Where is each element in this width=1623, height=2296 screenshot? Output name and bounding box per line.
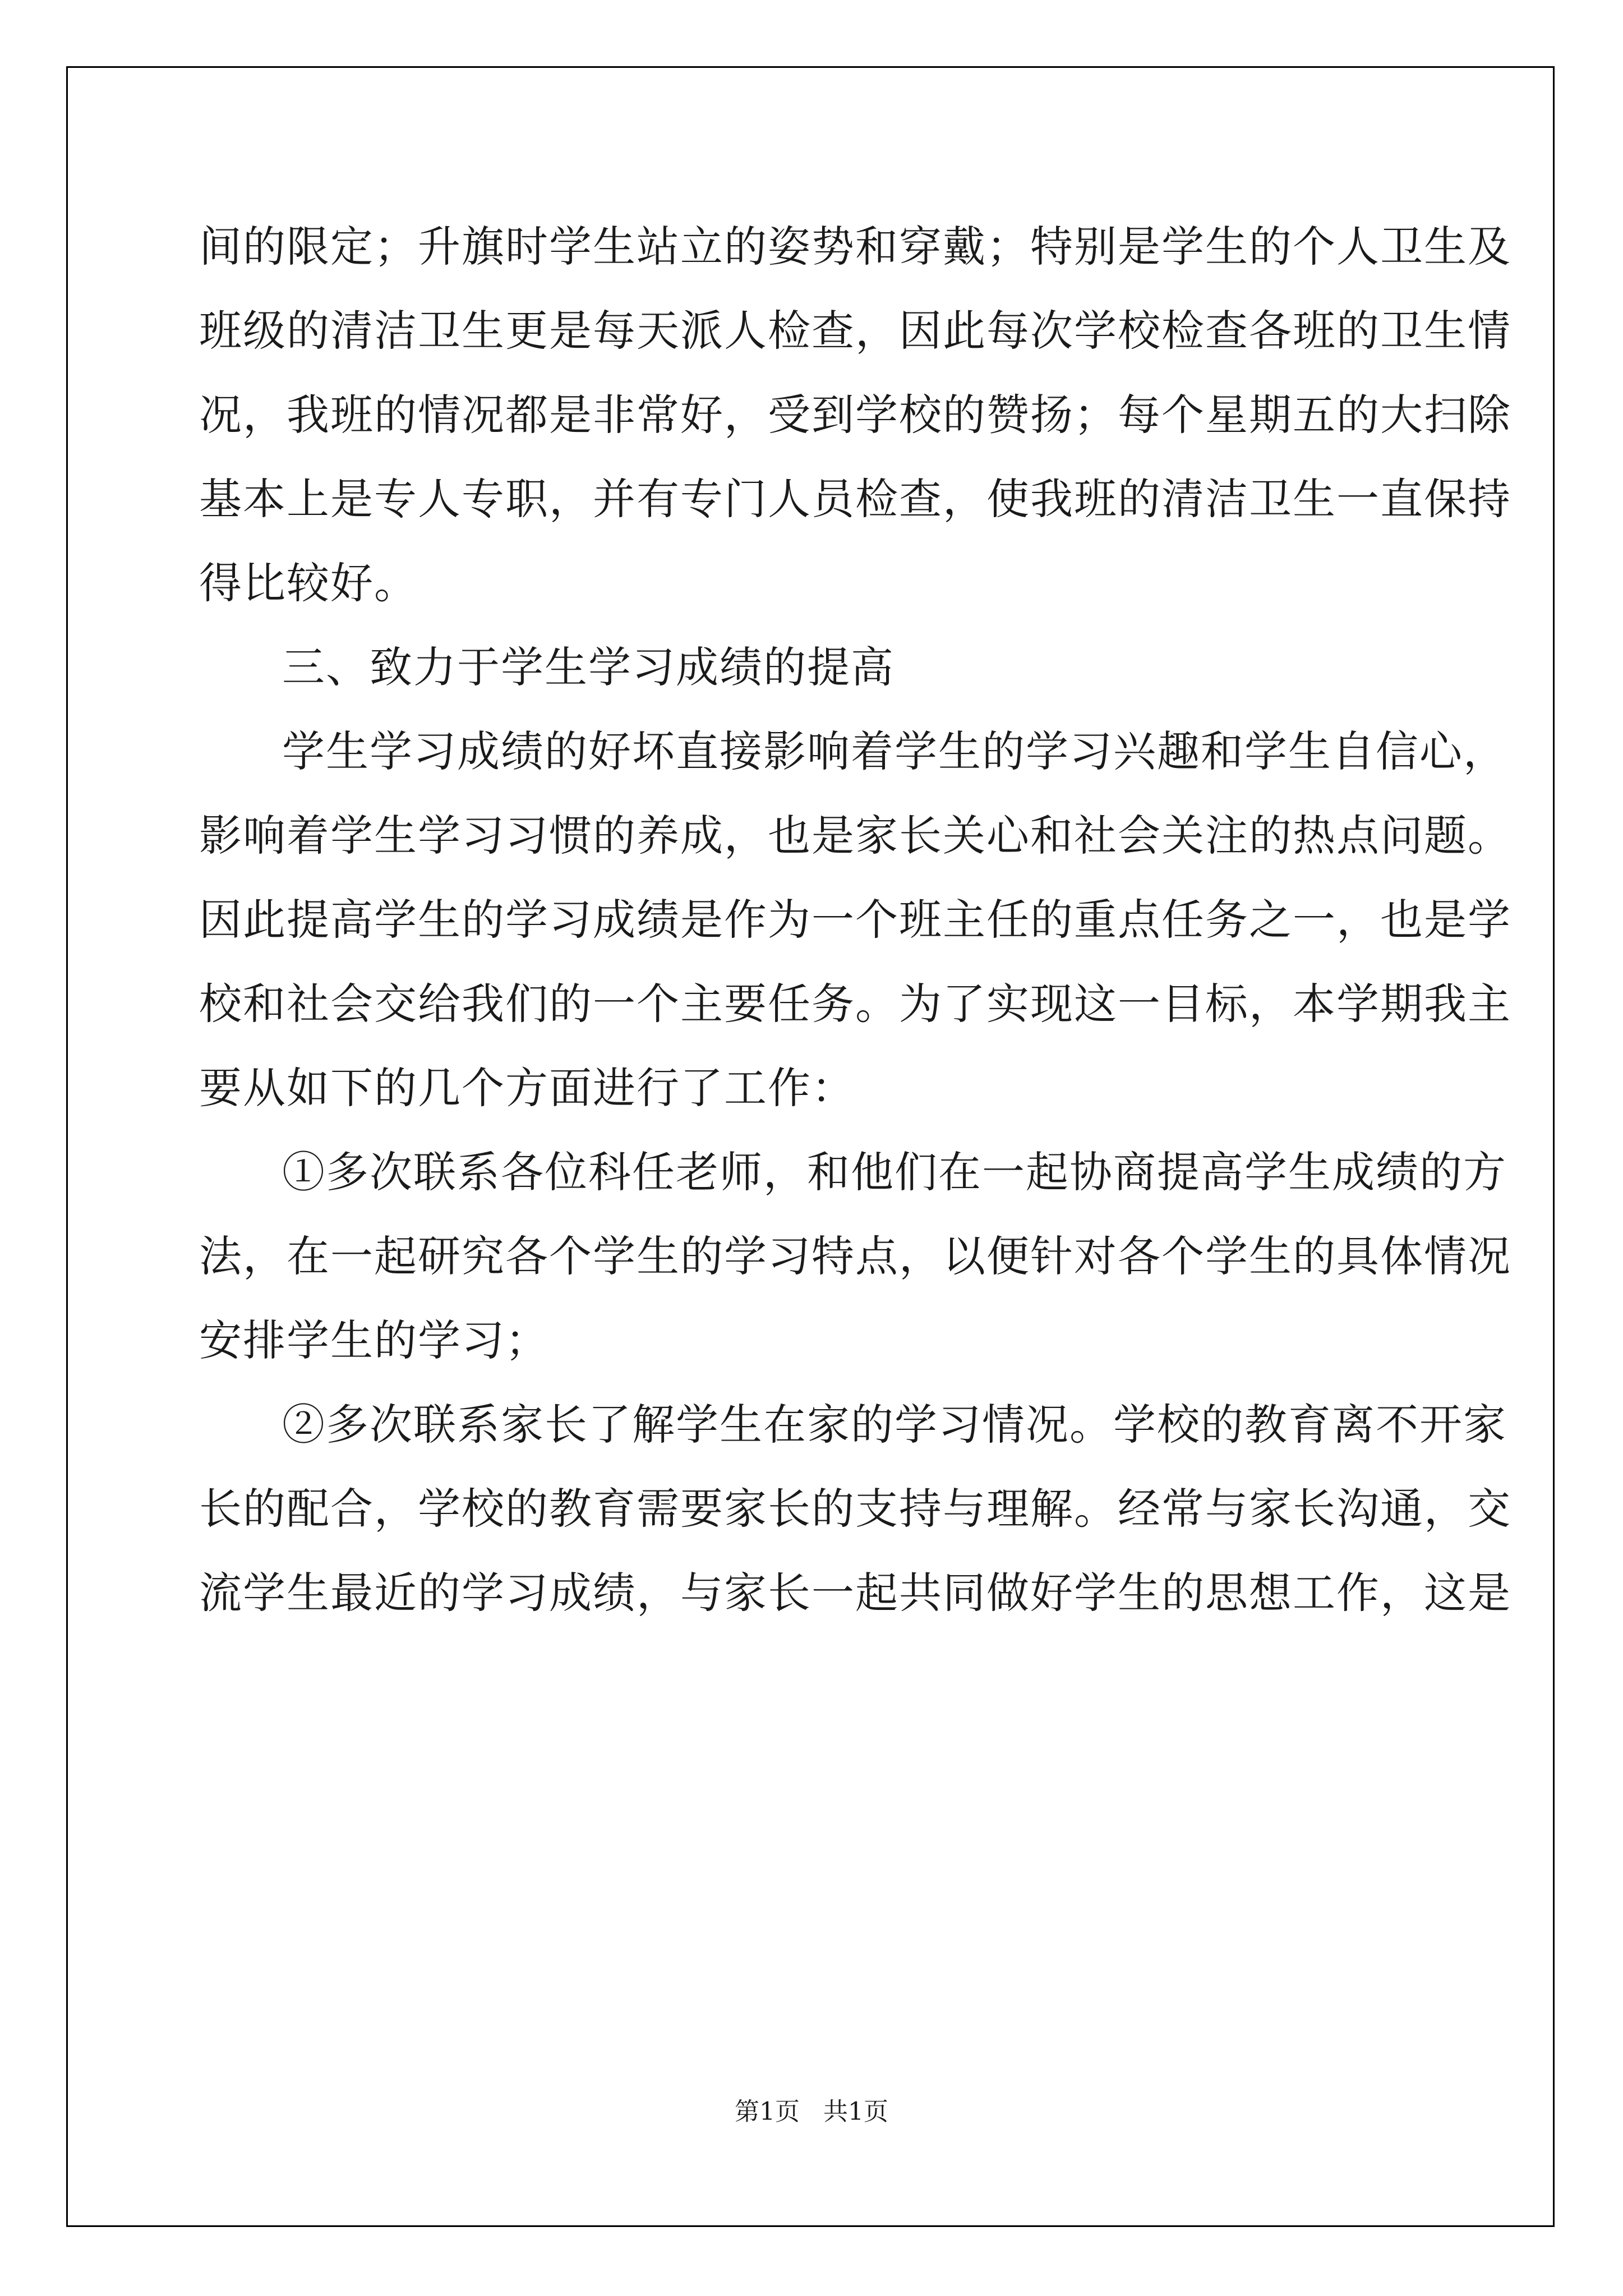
text-line-4: 基本上是专人专职，并有专门人员检查，使我班的清洁卫生一直保持 [199,474,1511,524]
text-line-9: 因此提高学生的学习成绩是作为一个班主任的重点任务之一，也是学 [199,895,1511,945]
text-line-11: 要从如下的几个方面进行了工作： [199,1063,855,1113]
text-line-1: 间的限定；升旗时学生站立的姿势和穿戴；特别是学生的个人卫生及 [199,222,1511,272]
text-line-2: 班级的清洁卫生更是每天派人检查，因此每次学校检查各班的卫生情 [199,306,1511,356]
text-line-3: 况，我班的情况都是非常好，受到学校的赞扬；每个星期五的大扫除 [199,390,1511,440]
page-footer: 第1页 共1页 [735,2097,888,2126]
list-item-2-line-2: 长的配合，学校的教育需要家长的支持与理解。经常与家长沟通，交 [199,1484,1511,1534]
text-line-7: 学生学习成绩的好坏直接影响着学生的学习兴趣和学生自信心， [282,726,1507,776]
list-item-1-line-2: 法，在一起研究各个学生的学习特点，以便针对各个学生的具体情况 [199,1231,1511,1281]
text-line-10: 校和社会交给我们的一个主要任务。为了实现这一目标，本学期我主 [199,979,1511,1029]
text-line-5: 得比较好。 [199,558,418,608]
list-item-1-line-1: ①多次联系各位科任老师，和他们在一起协商提高学生成绩的方 [282,1147,1507,1197]
section-heading: 三、致力于学生学习成绩的提高 [282,642,895,692]
text-line-8: 影响着学生学习习惯的养成，也是家长关心和社会关注的热点问题。 [199,811,1511,861]
list-item-1-line-3: 安排学生的学习； [199,1315,549,1365]
body-text [199,205,1511,1635]
list-item-2-line-1: ②多次联系家长了解学生在家的学习情况。学校的教育离不开家 [282,1400,1507,1450]
list-item-2-line-3: 流学生最近的学习成绩，与家长一起共同做好学生的思想工作，这是 [199,1568,1511,1618]
